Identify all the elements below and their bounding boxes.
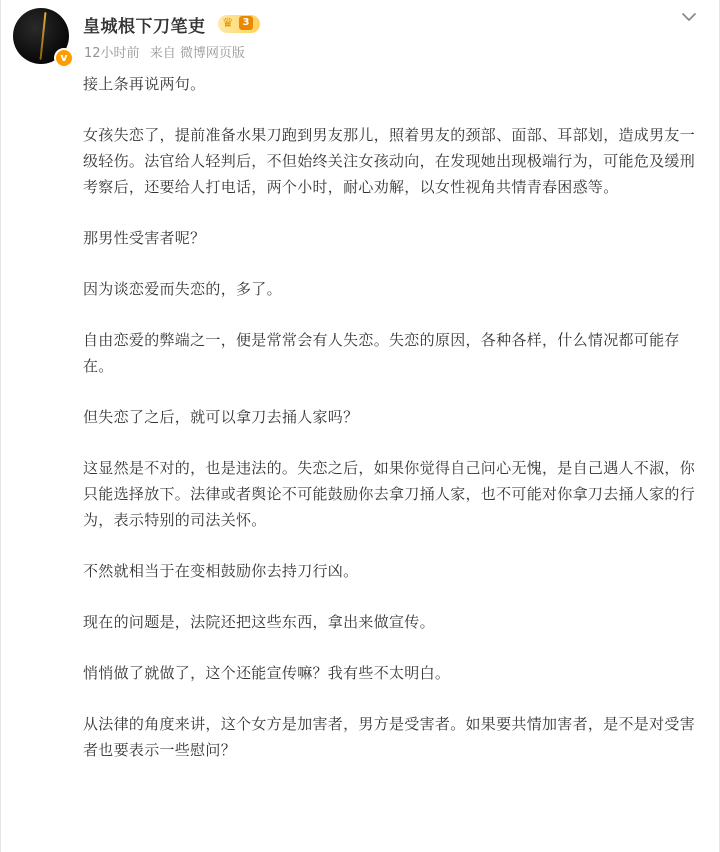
post-paragraph: 接上条再说两句。 xyxy=(83,75,206,93)
verified-badge-icon: v xyxy=(54,48,74,68)
post-text xyxy=(83,71,701,788)
member-badge[interactable] xyxy=(218,15,260,33)
post-paragraph: 现在的问题是，法院还把这些东西，拿出来做宣传。 xyxy=(83,613,435,631)
post-paragraph: 那男性受害者呢？ xyxy=(83,229,206,247)
avatar-image xyxy=(39,12,46,60)
post-paragraph: 从法律的角度来讲，这个女方是加害者，男方是受害者。如果要共情加害者，是不是对受害者也要表示一些慰问？ xyxy=(83,715,696,759)
author-name[interactable]: 皇城根下刀笔吏 xyxy=(83,17,206,37)
member-level: 3 xyxy=(239,16,253,30)
post-paragraph: 悄悄做了就做了，这个还能宣传嘛？我有些不太明白。 xyxy=(83,664,451,682)
post-paragraph: 但失恋了之后，就可以拿刀去捅人家吗？ xyxy=(83,408,359,426)
post-paragraph: 自由恋爱的弊端之一，便是常常会有人失恋。失恋的原因，各种各样，什么情况都可能存在。 xyxy=(83,331,680,375)
post-paragraph: 因为谈恋爱而失恋的，多了。 xyxy=(83,280,282,298)
crown-icon: ♛ xyxy=(222,16,234,31)
post-meta xyxy=(84,42,251,61)
post-paragraph: 不然就相当于在变相鼓励你去持刀行凶。 xyxy=(83,562,359,580)
chevron-down-icon[interactable] xyxy=(678,6,700,28)
post-paragraph: 女孩失恋了，提前准备水果刀跑到男友那儿，照着男友的颈部、面部、耳部划，造成男友一级轻伤。法官给人轻判后，不但始终关注女孩动向，在发现她出现极端行为，可能危及缓刑考察后，还要给人打电话，两个小时，耐心劝解，以女性视角共情青春困惑等。 xyxy=(83,126,696,196)
post-paragraph: 这显然是不对的，也是违法的。失恋之后，如果你觉得自己问心无愧，是自己遇人不淑，你只能选择放下。法律或者舆论不可能鼓励你去拿刀捅人家，也不可能对你拿刀去捅人家的行为，表示特别的司法关怀。 xyxy=(83,459,696,529)
post-source: 来自 微博网页版 xyxy=(149,46,245,61)
post-time[interactable]: 12小时前 xyxy=(84,46,140,61)
post-header xyxy=(13,6,703,72)
